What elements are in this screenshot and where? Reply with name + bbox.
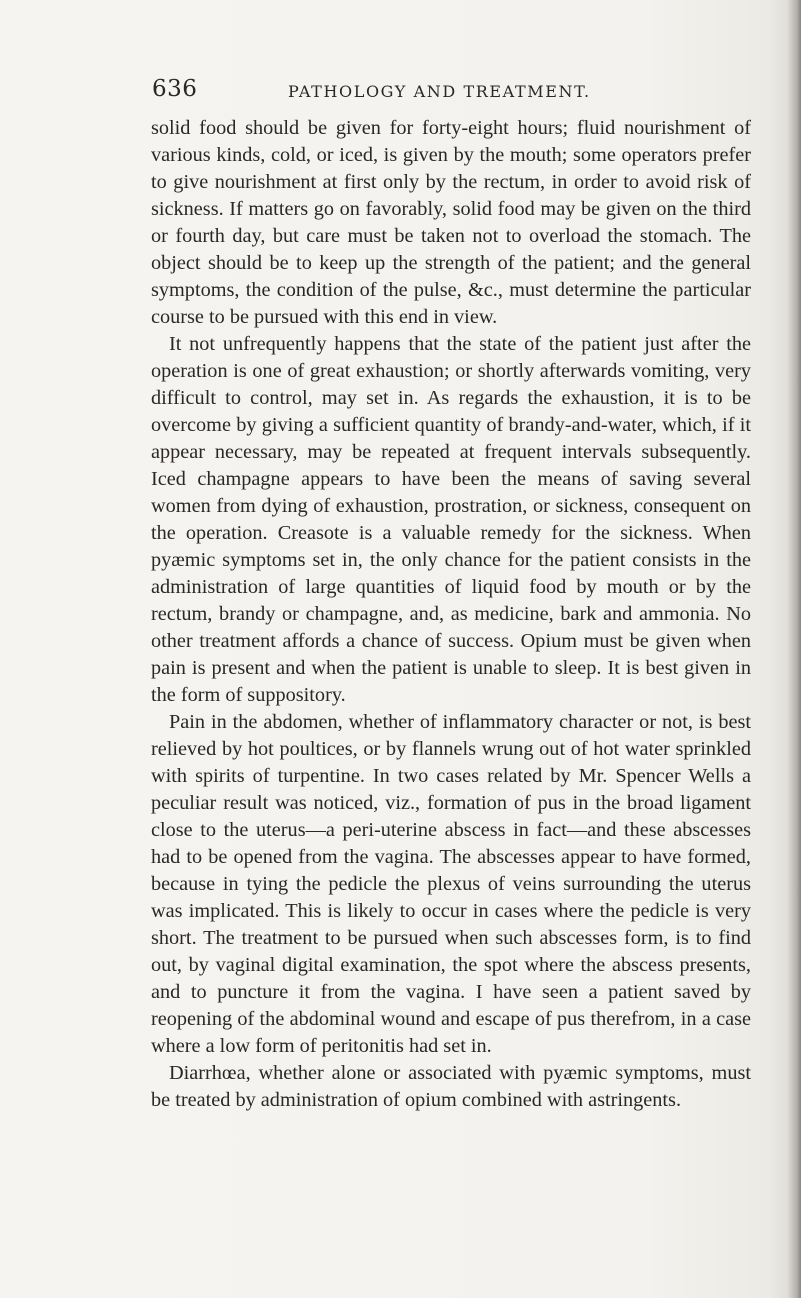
page-header [152,76,742,104]
running-title: PATHOLOGY AND TREATMENT. [288,82,591,101]
body-text [151,115,751,1114]
paragraph-1: solid food should be given for forty-eight hours; fluid nourishment of various kinds, cold, or iced, is given by the mouth; some operators prefer to give nourishment at first only by the rectum, in order to avoid risk of sickness. If matters go on favorably, solid food may be given on the third or fourth day, but care must be taken not to overload the stomach. The object should be to keep up the strength of the patient; and the general symptoms, the condition of the pulse, &c., must determine the particular course to be pursued with this end in view. [151,117,751,328]
page-edge-shadow [787,0,801,1298]
paragraph-4: Diarrhœa, whether alone or associated with pyæmic symptoms, must be treated by administration of opium combined with astringents. [151,1062,751,1111]
paragraph-2: It not unfrequently happens that the state of the patient just after the operation is one of great exhaustion; or shortly afterwards vomiting, very difficult to control, may set in. As regards the exhaustion, it is to be overcome by giving a sufficient quantity of brandy-and-water, which, if it appear necessary, may be repeated at frequent intervals subsequently. Iced champagne appears to have been the means of saving several women from dying of exhaustion, prostration, or sickness, consequent on the operation. Creasote is a valuable remedy for the sickness. When pyæmic symptoms set in, the only chance for the patient consists in the administration of large quantities of liquid food by mouth or by the rectum, brandy or champagne, and, as medicine, bark and ammonia. No other treatment affords a chance of success. Opium must be given when pain is present and when the patient is unable to sleep. It is best given in the form of suppository. [151,333,751,706]
paragraph-3: Pain in the abdomen, whether of inflammatory character or not, is best relieved by hot poultices, or by flannels wrung out of hot water sprinkled with spirits of turpentine. In two cases related by Mr. Spencer Wells a peculiar result was noticed, viz., formation of pus in the broad ligament close to the uterus—a peri-uterine abscess in fact—and these abscesses had to be opened from the vagina. The abscesses appear to have formed, because in tying the pedicle the plexus of veins surrounding the uterus was implicated. This is likely to occur in cases where the pedicle is very short. The treatment to be pursued when such abscesses form, is to find out, by vaginal digital examination, the spot where the abscess presents, and to puncture it from the vagina. I have seen a patient saved by reopening of the abdominal wound and escape of pus therefrom, in a case where a low form of peritonitis had set in. [151,711,751,1057]
page-number: 636 [152,76,198,102]
